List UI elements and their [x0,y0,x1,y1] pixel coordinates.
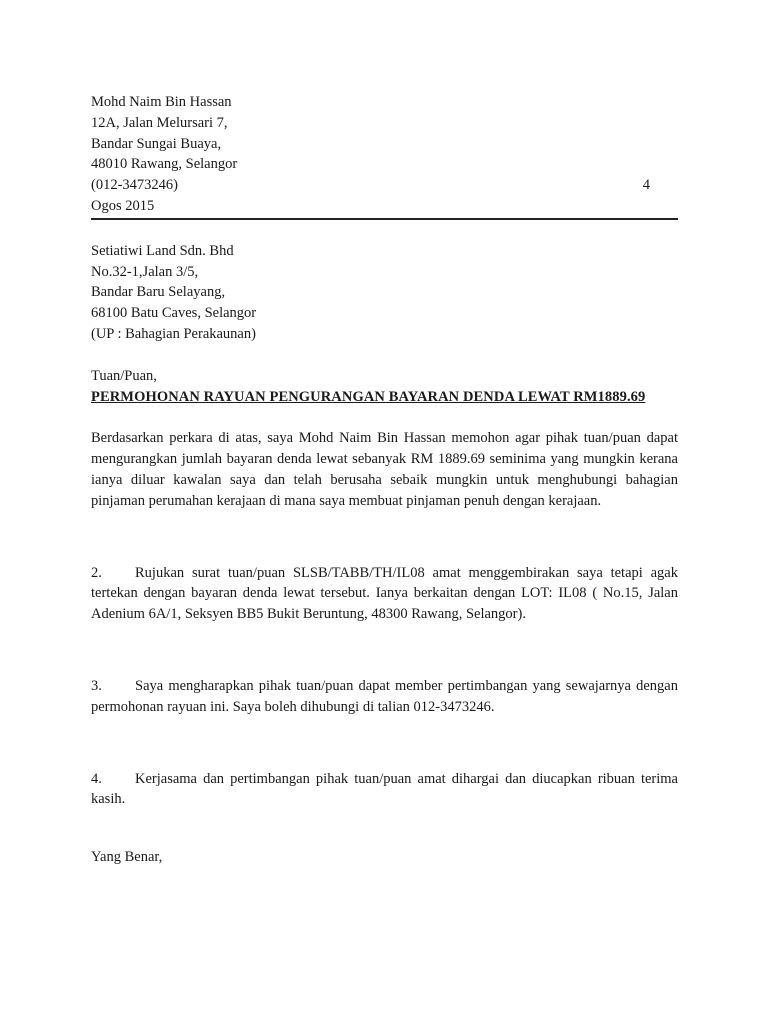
paragraph-2-text: Rujukan surat tuan/puan SLSB/TABB/TH/IL08 amat menggembirakan saya tetapi agak tertekan dengan bayaran denda lewat tersebut. Ianya berkaitan dengan LOT: IL08 ( No.15, Jalan Adenium 6A/1, Seksyen BB5 Bukit Beruntung, 48300 Rawang, Selangor). [91,564,678,623]
paragraph-2 [91,563,678,625]
paragraph-4 [91,769,678,811]
sender-address-line-2: Bandar Sungai Buaya, [91,135,222,152]
paragraph-4-number: 4. [91,770,102,787]
paragraph-intro: Berdasarkan perkara di atas, saya Mohd Naim Bin Hassan memohon agar pihak tuan/puan dapat mengurangkan jumlah bayaran denda lewat sebanyak RM 1889.69 seminima yang mungkin kerana ianya diluar kawalan saya dan telah berusaha sebaik mungkin untuk menghubungi bahagian pinjaman perumahan kerajaan di mana saya membuat pinjaman penuh dengan kerajaan. [91,430,678,509]
recipient-address-line-2: Bandar Baru Selayang, [91,284,226,301]
paragraph-3-text: Saya mengharapkan pihak tuan/puan dapat member pertimbangan yang sewajarnya dengan permohonan rayuan ini. Saya boleh dihubungi di talian 012-3473246. [91,677,678,715]
recipient-attention: (UP : Bahagian Perakaunan) [91,325,256,342]
sender-name: Mohd Naim Bin Hassan [91,94,232,110]
paragraph-3 [91,676,678,718]
recipient-company: Setiatiwi Land Sdn. Bhd [91,242,234,259]
sender-address-line-3: 48010 Rawang, Selangor [91,156,238,173]
salutation: Tuan/Puan, [91,367,157,384]
sender-address-block [91,92,678,217]
page-number: 4 [642,177,650,193]
recipient-address-block [91,241,678,345]
closing: Yang Benar, [91,849,163,866]
paragraph-3-number: 3. [91,677,102,694]
subject-line: PERMOHONAN RAYUAN PENGURANGAN BAYARAN DENDA LEWAT RM1889.69 [91,388,646,405]
recipient-address-line-3: 68100 Batu Caves, Selangor [91,305,257,322]
header-divider [91,218,678,220]
sender-address-line-1: 12A, Jalan Melursari 7, [91,114,228,131]
paragraph-4-text: Kerjasama dan pertimbangan pihak tuan/puan amat dihargai dan diucapkan ribuan terima kasih. [91,770,678,808]
recipient-address-line-1: No.32-1,Jalan 3/5, [91,263,199,280]
letter-date: Ogos 2015 [91,197,155,214]
sender-phone: (012-3473246) [91,177,178,194]
letter-page [91,92,678,868]
paragraph-2-number: 2. [91,564,102,581]
